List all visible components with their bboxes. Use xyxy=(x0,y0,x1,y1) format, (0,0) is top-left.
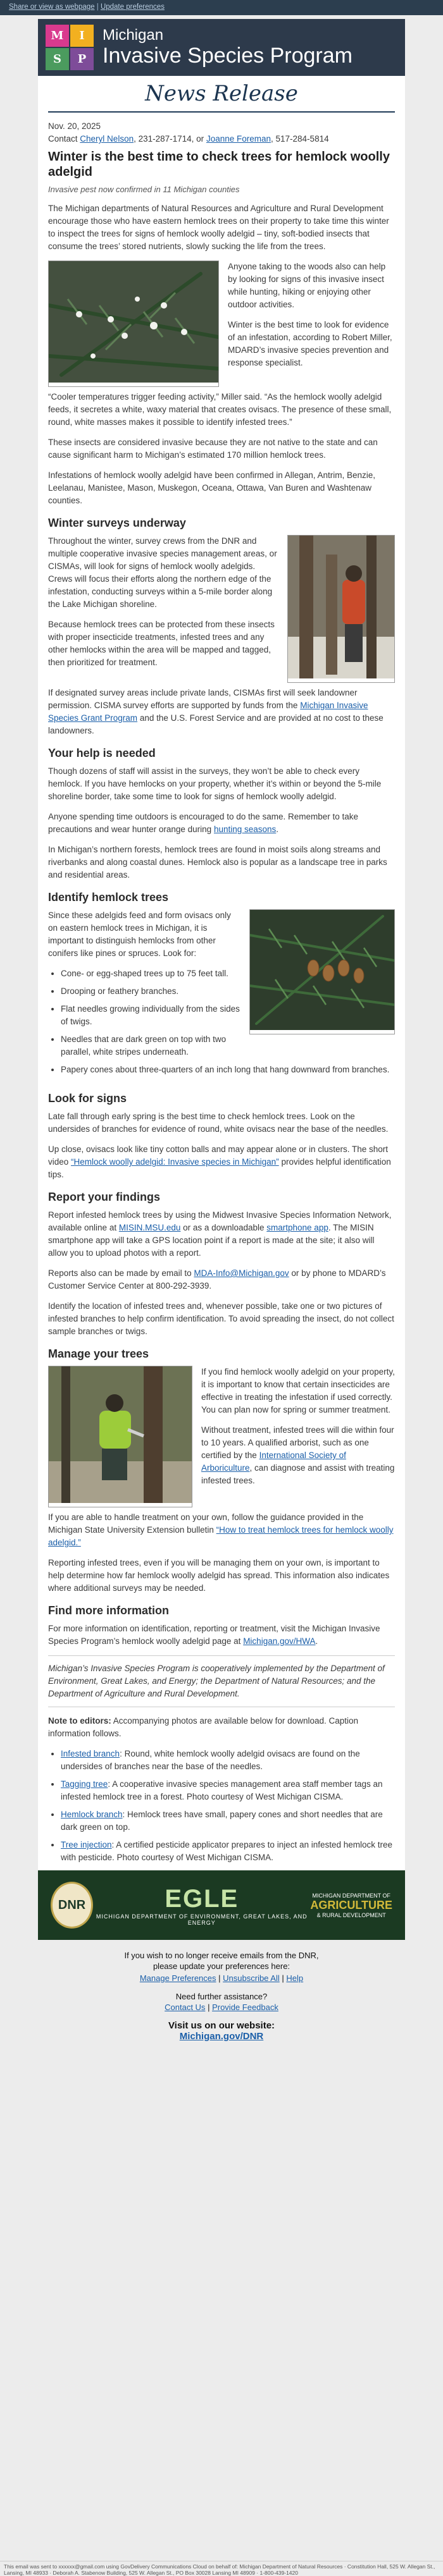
footer-pipe: | xyxy=(208,2003,210,2012)
footer-line2: please update your preferences here: xyxy=(153,1961,290,1971)
video-text-a: Up close, ovisacs look like tiny cotton balls and may appear alone or in clusters. The short video xyxy=(48,1144,389,1167)
mda-email-link[interactable]: MDA-Info@Michigan.gov xyxy=(194,1268,289,1278)
caption-item xyxy=(61,1839,395,1864)
tree-injection-link[interactable]: Tree injection xyxy=(61,1840,112,1849)
video-text-b: provides helpful identification tips. xyxy=(48,1157,391,1179)
misin-link[interactable]: MISIN.MSU.edu xyxy=(118,1223,181,1232)
caption-text: : A cooperative invasive species management area staff member tags an infested hemlock tree in a forest. Photo courtesy of West Michigan CISMA. xyxy=(61,1779,383,1801)
heading-your-help: Your help is needed xyxy=(48,747,156,759)
program-title xyxy=(103,27,353,68)
caption-text: : Round, white hemlock woolly adelgid ovisacs are found on the undersides of branches near the base of the needles. xyxy=(61,1749,360,1771)
dnr-seal-logo: DNR xyxy=(51,1882,93,1929)
list-item: • Needles that are dark green on top with two parallel, white stripes underneath. xyxy=(61,1033,395,1058)
program-title-line1: Michigan xyxy=(103,27,164,44)
paragraph-late-fall: Late fall through early spring is the best time to check hemlock trees. Look on the undersides of branches for evidence of round, white ovisacs near the base of the needles. xyxy=(48,1112,389,1134)
misin-text-a: Report infested hemlock trees by using the Midwest Invasive Species Information Network, available online at xyxy=(48,1210,392,1232)
paragraph-miller-quote: “Cooler temperatures trigger feeding activity,” Miller said. “As the hemlock woolly adelgid feeds, it secretes a white, waxy material that creates ovisacs. The presence of these small, round, white masses makes it possible to identify infested trees.” xyxy=(48,392,392,427)
hemlock-ovisac-image xyxy=(49,261,218,383)
tree-injection-image xyxy=(49,1366,192,1503)
mdard-logo xyxy=(310,1892,392,1918)
footer-contact-row xyxy=(38,2002,405,2013)
paragraph-distinguish: Since these adelgids feed and form ovisacs only on eastern hemlock trees in Michigan, it is important to distinguish hemlocks from other conifers like pines or spruces. Look for: xyxy=(48,911,231,958)
mdard-top: MICHIGAN DEPARTMENT OF xyxy=(312,1892,390,1899)
paragraph-outdoor-help: Anyone taking to the woods also can help by looking for signs of this invasive insect while hunting, hiking or enjoying other outdoor activities. xyxy=(228,262,386,309)
egle-subtitle: MICHIGAN DEPARTMENT OF ENVIRONMENT, GREAT LAKES, AND ENERGY xyxy=(96,1913,308,1926)
isa-link[interactable]: International Society of Arboriculture xyxy=(201,1451,346,1473)
topbar-divider: | xyxy=(96,3,99,11)
tree-injection-photo xyxy=(48,1366,192,1507)
hemlock-branch-link[interactable]: Hemlock branch xyxy=(61,1810,123,1819)
editor-notes-label: Note to editors: xyxy=(48,1716,111,1726)
logo-letter-i: I xyxy=(70,25,94,47)
news-release-bar xyxy=(48,76,395,113)
heading-identify: Identify hemlock trees xyxy=(48,891,169,904)
paragraph-video xyxy=(48,1143,395,1181)
hunting-text-b: . xyxy=(276,825,279,834)
infested-branch-link[interactable]: Infested branch xyxy=(61,1749,120,1758)
caption-list xyxy=(61,1748,395,1864)
heading-winter-surveys: Winter surveys underway xyxy=(48,517,186,529)
bulletin-text-a: If you are able to handle treatment on your own, follow the guidance provided in the Michigan State University Extension bulletin xyxy=(48,1512,364,1535)
misp-logo xyxy=(46,25,94,70)
paragraph-treatment: Because hemlock trees can be protected from these insects with proper insecticide treatments, infested trees and any other hemlocks within the area will be mapped and tagged, then prioritized for treatment. xyxy=(48,620,275,667)
list-item: • Cone- or egg-shaped trees up to 75 feet tall. xyxy=(61,967,395,980)
paragraph-counties: Infestations of hemlock woolly adelgid have been confirmed in Allegan, Antrim, Benzie, Leelanau, Manistee, Mason, Muskegon, Oceana, Ottawa, Van Buren and Washtenaw counties. xyxy=(48,470,376,505)
help-link[interactable]: Help xyxy=(286,1973,304,1983)
provide-feedback-link[interactable]: Provide Feedback xyxy=(212,2003,278,2012)
smartphone-app-link[interactable]: smartphone app xyxy=(266,1223,328,1232)
manage-block xyxy=(48,1366,395,1511)
cooperative-statement: Michigan’s Invasive Species Program is cooperatively implemented by the Department of Environment, Great Lakes, and Energy; the Department of Natural Resources; and the Department of Agriculture and Rural Development. xyxy=(48,1655,395,1707)
paragraph-survey-crews: Throughout the winter, survey crews from the DNR and multiple cooperative invasive species management areas, or CISMAs, will look for signs of hemlock woolly adelgids. Crews will focus their efforts along the northern edge of the infestation, conducting surveys within a 5-mile border along the Lake Michigan shoreline. xyxy=(48,536,277,609)
heading-more-info: Find more information xyxy=(48,1604,169,1617)
more-info-text-b: . xyxy=(315,1636,318,1646)
contact1-phone: , 231-287-1714, or xyxy=(134,134,204,144)
article-body xyxy=(38,113,405,1864)
hemlock-cones-image xyxy=(250,910,394,1030)
intro-image-block xyxy=(48,261,395,391)
caption-text: : Hemlock trees have small, papery cones and short needles that are dark green on top. xyxy=(61,1810,383,1832)
email-text-b: or by phone to MDARD’s Customer Service Center at 800-292-3939. xyxy=(48,1268,386,1291)
mdard-wordmark: AGRICULTURE xyxy=(310,1898,392,1911)
caption-item xyxy=(61,1778,395,1803)
unsubscribe-all-link[interactable]: Unsubscribe All xyxy=(223,1973,280,1983)
article-title: Winter is the best time to check trees for hemlock woolly adelgid xyxy=(48,150,390,179)
paragraph-landowner xyxy=(48,687,395,737)
logo-letter-s: S xyxy=(46,48,69,70)
contact-joanne-foreman-link[interactable]: Joanne Foreman xyxy=(206,134,271,144)
hunting-seasons-link[interactable]: hunting seasons xyxy=(213,825,277,834)
heading-report: Report your findings xyxy=(48,1191,160,1203)
tagging-tree-photo xyxy=(287,535,395,683)
paragraph-northern-forests: In Michigan’s northern forests, hemlock trees are found in moist soils along streams and riverbanks and along coastal dunes. Hemlock also is popular as a landscape tree in parks and residential areas. xyxy=(48,845,387,880)
caption-text: : A certified pesticide applicator prepares to inject an infested hemlock tree with pesticide. Photo courtesy of West Michigan CISMA. xyxy=(61,1840,393,1862)
list-item: • Papery cones about three-quarters of an inch long that hang downward from branches. xyxy=(61,1064,395,1076)
list-item: • Flat needles growing individually from the sides of twigs. xyxy=(61,1003,395,1028)
footer-visit xyxy=(38,2020,405,2042)
heading-manage: Manage your trees xyxy=(48,1347,149,1360)
paragraph-hunting xyxy=(48,811,395,836)
caption-item xyxy=(61,1808,395,1834)
footer-pipe: | xyxy=(218,1973,221,1983)
footer-assist: Need further assistance? xyxy=(175,1992,268,2001)
logo-letter-p: P xyxy=(70,48,94,70)
list-item: • Drooping or feathery branches. xyxy=(61,985,395,998)
hemlock-branch-photo xyxy=(249,909,395,1034)
govdelivery-legal-line: This email was sent to xxxxxx@gmail.com using GovDelivery Communications Cloud on behalf of: Michigan Department of Natural Resources · Constitution Hall, 525 W. Allegan St., Lansing, MI 48933 · Deborah A. Stabenow Building, 525 W. Allegan St., PO Box 30028 Lansing MI 48909 · 1-800-439-1420 xyxy=(0,2561,443,2576)
mdard-subtitle: & RURAL DEVELOPMENT xyxy=(316,1911,386,1918)
email-text-a: Reports also can be made by email to xyxy=(48,1268,192,1278)
manage-preferences-link[interactable]: Manage Preferences xyxy=(139,1973,216,1983)
editor-notes xyxy=(48,1715,395,1740)
paragraph-identify-location: Identify the location of infested trees and, whenever possible, take one or two pictures of infested branches to help confirm identification. To avoid spreading the insect, do not collect sample branches or twigs. xyxy=(48,1301,394,1336)
paragraph-intro: The Michigan departments of Natural Resources and Agriculture and Rural Development encourage those who have eastern hemlock trees on their property to take time this winter to inspect the trees for signs of hemlock woolly adelgid – tiny, soft-bodied insects that consume the trees’ stored nutrients, slowly sucking the life from the trees. xyxy=(48,204,389,251)
caption-item xyxy=(61,1748,395,1773)
infested-branch-photo xyxy=(48,261,219,387)
paragraph-more-info xyxy=(48,1622,395,1648)
tagging-tree-image xyxy=(288,536,394,678)
email-footer xyxy=(38,1940,405,2048)
identify-block xyxy=(48,909,395,1083)
landowner-text-b: and the U.S. Forest Service and are provided at no cost to these landowners. xyxy=(48,713,384,735)
paragraph-msu-bulletin xyxy=(48,1511,395,1549)
program-title-line2: Invasive Species Program xyxy=(103,44,353,68)
editor-notes-text: Accompanying photos are available below for download. Caption information follows. xyxy=(48,1716,359,1738)
paragraph-email-report xyxy=(48,1267,395,1292)
hwa-page-link[interactable]: Michigan.gov/HWA xyxy=(243,1636,316,1646)
email-container xyxy=(38,19,405,2048)
release-meta xyxy=(48,120,395,145)
dnr-website-link[interactable]: Michigan.gov/DNR xyxy=(179,2031,264,2042)
heading-look-for-signs: Look for signs xyxy=(48,1092,127,1105)
landowner-text-a: If designated survey areas include private lands, CISMAs first will seek landowner permission. CISMA survey efforts are supported by funds from the xyxy=(48,688,358,710)
tagging-tree-link[interactable]: Tagging tree xyxy=(61,1779,108,1789)
paragraph-dozens-staff: Though dozens of staff will assist in the surveys, they won’t be able to check every hemlock. If you have hemlocks on your property, whether it’s within or beyond the 5-mile shoreline border, take some time to look for signs of hemlock woolly adelgid. xyxy=(48,766,382,801)
logo-letter-m: M xyxy=(46,25,69,47)
grant-program-link[interactable]: Michigan Invasive Species Grant Program xyxy=(48,701,368,723)
egle-logo xyxy=(93,1885,310,1926)
survey-image-block xyxy=(48,535,395,687)
footer-pipe: | xyxy=(282,1973,284,1983)
contact2-phone: , 517-284-5814 xyxy=(271,134,329,144)
egle-wordmark: EGLE xyxy=(165,1884,239,1913)
video-link[interactable]: “Hemlock woolly adelgid: Invasive species in Michigan” xyxy=(71,1157,279,1167)
contact-us-link[interactable]: Contact Us xyxy=(165,2003,206,2012)
contact-prefix: Contact xyxy=(48,134,78,144)
arborist-text-a: Without treatment, infested trees will die within four to 10 years. A qualified arborist, such as one certified by the xyxy=(201,1425,394,1460)
partner-logos-bar xyxy=(38,1870,405,1940)
paragraph-insecticides: If you find hemlock woolly adelgid on your property, it is important to know that certain insecticides are effective in treating the infestation if used correctly. You can plan now for spring or summer treatment. xyxy=(201,1367,395,1414)
treat-hemlock-link[interactable]: “How to treat hemlock trees for hemlock woolly adelgid.” xyxy=(48,1525,394,1547)
top-utility-bar xyxy=(0,0,443,15)
arborist-text-b: , can diagnose and assist with treating infested trees. xyxy=(201,1463,395,1485)
hunting-text-a: Anyone spending time outdoors is encouraged to do the same. Remember to take precautions and wear hunter orange during xyxy=(48,812,359,834)
paragraph-reporting: Reporting infested trees, even if you will be managing them on your own, is important to help determine how far hemlock woolly adelgid has spread. This information also indicates where additional surveys may be needed. xyxy=(48,1558,390,1593)
program-header xyxy=(38,19,405,76)
visit-prefix: Visit us on our website: xyxy=(168,2020,275,2031)
article-subtitle: Invasive pest now confirmed in 11 Michigan counties xyxy=(48,185,240,194)
misin-text-b: or as a downloadable xyxy=(183,1223,265,1232)
paragraph-misin xyxy=(48,1209,395,1260)
paragraph-best-time: Winter is the best time to look for evidence of an infestation, according to Robert Miller, MDARD’s invasive species prevention and response specialist. xyxy=(228,320,392,367)
footer-line1: If you wish to no longer receive emails from the DNR, xyxy=(124,1951,319,1960)
paragraph-invasive: These insects are considered invasive because they are not native to the state and can cause significant harm to Michigan’s estimated 170 million hemlock trees. xyxy=(48,438,378,460)
share-link[interactable]: Share or view as webpage xyxy=(9,3,95,11)
news-release-heading: News Release xyxy=(145,81,298,106)
update-preferences-link[interactable]: Update preferences xyxy=(100,3,165,11)
footer-preferences xyxy=(38,1973,405,1984)
misin-text-c: . The MISIN smartphone app will take a GPS location point if a report is made at the site; it also will allow you to upload photos with a report. xyxy=(48,1223,375,1258)
release-date: Nov. 20, 2025 xyxy=(48,121,101,131)
contact-cheryl-nelson-link[interactable]: Cheryl Nelson xyxy=(80,134,134,144)
more-info-text-a: For more information on identification, reporting or treatment, visit the Michigan Invasive Species Program’s hemlock woolly adelgid page at xyxy=(48,1624,380,1646)
